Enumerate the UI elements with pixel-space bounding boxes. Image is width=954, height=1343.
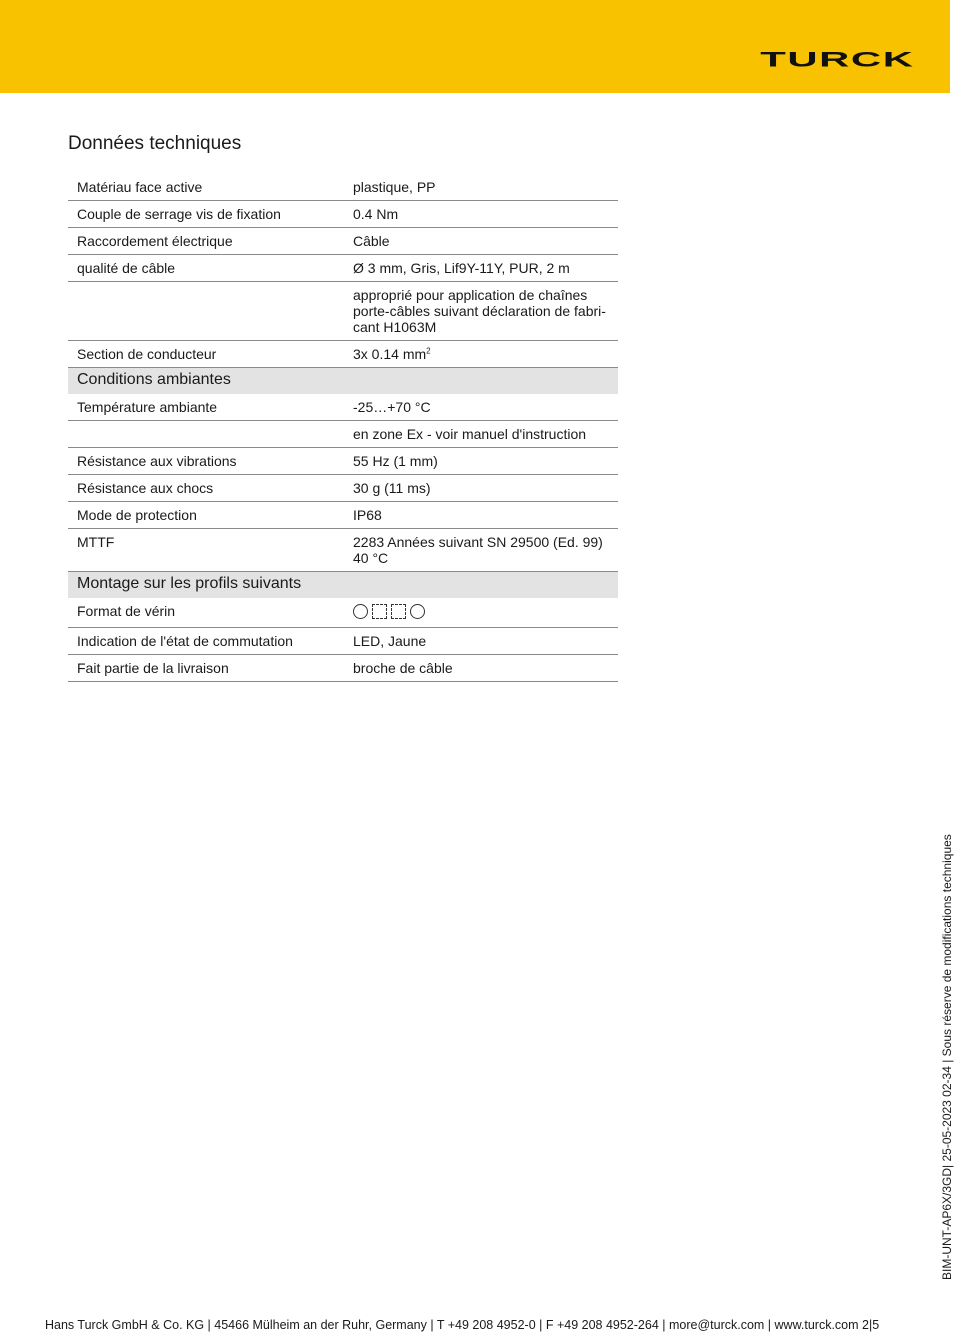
row-label: qualité de câble <box>68 255 343 282</box>
table-row <box>68 341 618 368</box>
table-row <box>68 282 618 341</box>
superscript: 2 <box>426 346 431 356</box>
cylinder-format-icons <box>353 603 425 619</box>
table-row <box>68 421 618 448</box>
row-label <box>68 421 343 448</box>
section-title: Données techniques <box>68 133 242 154</box>
row-value: broche de câble <box>343 654 618 681</box>
row-value: -25…+70 °C <box>343 394 618 421</box>
table-row <box>68 598 618 627</box>
row-value: 55 Hz (1 mm) <box>343 448 618 475</box>
footer-contact: Hans Turck GmbH & Co. KG | 45466 Mülheim an der Ruhr, Germany | T +49 208 4952-0 | F +49 208 4952-264 | more@turck.com | www.turck.com 2|5 <box>45 1318 880 1332</box>
row-label: Raccordement électrique <box>68 228 343 255</box>
table-row <box>68 529 618 572</box>
conductor-section-value: 3x 0.14 mm <box>353 346 427 362</box>
row-value: plastique, PP <box>343 174 618 201</box>
row-label: Format de vérin <box>68 598 343 627</box>
group-title: Montage sur les profils suivants <box>68 572 618 599</box>
row-label: MTTF <box>68 529 343 572</box>
turck-logo: TURCK <box>759 47 914 72</box>
row-label <box>68 282 343 341</box>
row-label: Mode de protection <box>68 502 343 529</box>
row-label: Couple de serrage vis de fixation <box>68 201 343 228</box>
side-document-info: BIM-UNT-AP6X/3GD| 25-05-2023 02-34 | Sous réserve de modifications techniques <box>940 834 954 1280</box>
row-value: LED, Jaune <box>343 627 618 654</box>
square-profile-icon <box>372 604 387 619</box>
table-row <box>68 502 618 529</box>
row-label: Section de conducteur <box>68 341 343 368</box>
row-value: IP68 <box>343 502 618 529</box>
header-band <box>0 0 950 93</box>
group-title: Conditions ambiantes <box>68 368 618 395</box>
group-header <box>68 572 618 599</box>
row-value <box>343 598 618 627</box>
row-value: Câble <box>343 228 618 255</box>
round-cylinder-icon <box>353 604 368 619</box>
group-header <box>68 368 618 395</box>
specs-table <box>68 174 618 682</box>
row-value: 2283 Années suivant SN 29500 (Ed. 99) 40 °C <box>343 529 618 572</box>
table-row <box>68 201 618 228</box>
row-label: Température ambiante <box>68 394 343 421</box>
row-value: 30 g (11 ms) <box>343 475 618 502</box>
table-row <box>68 448 618 475</box>
table-row <box>68 228 618 255</box>
row-label: Résistance aux vibrations <box>68 448 343 475</box>
square-profile-icon <box>391 604 406 619</box>
row-value: approprié pour application de chaînes porte-câbles suivant déclaration de fabri- cant H1063M <box>343 282 618 341</box>
row-label: Fait partie de la livraison <box>68 654 343 681</box>
row-value: en zone Ex - voir manuel d'instruction <box>343 421 618 448</box>
row-value: Ø 3 mm, Gris, Lif9Y-11Y, PUR, 2 m <box>343 255 618 282</box>
row-value: 0.4 Nm <box>343 201 618 228</box>
round-cylinder-icon <box>410 604 425 619</box>
table-row <box>68 255 618 282</box>
row-label: Résistance aux chocs <box>68 475 343 502</box>
table-row <box>68 475 618 502</box>
row-label: Matériau face active <box>68 174 343 201</box>
table-row <box>68 174 618 201</box>
table-row <box>68 654 618 681</box>
table-row <box>68 394 618 421</box>
row-label: Indication de l'état de commutation <box>68 627 343 654</box>
table-row <box>68 627 618 654</box>
row-value <box>343 341 618 368</box>
